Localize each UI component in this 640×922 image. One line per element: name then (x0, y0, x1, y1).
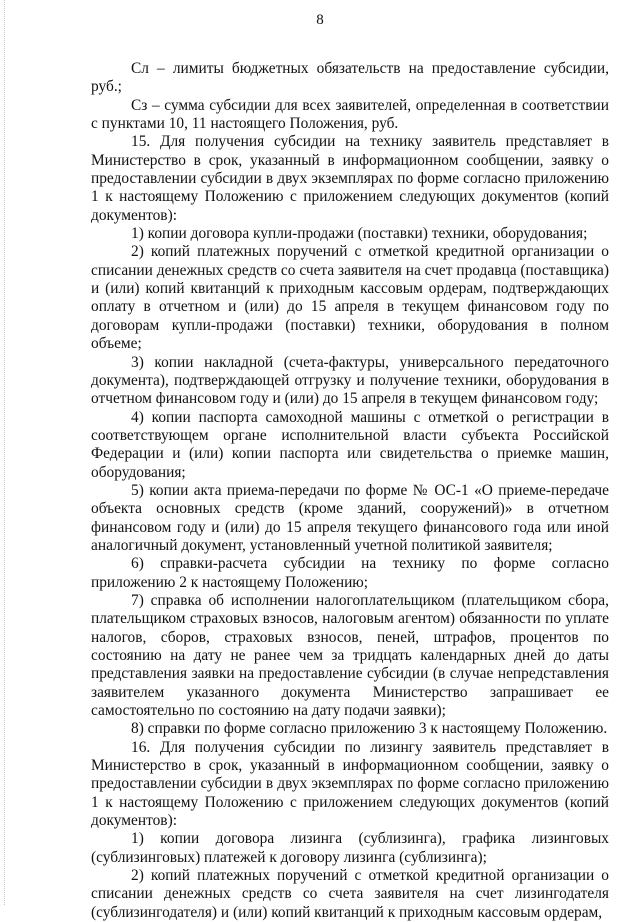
paragraph-limits-definition: Сл – лимиты бюджетных обязательств на предоставление субсидии, руб.; (91, 60, 609, 96)
page-number: 8 (316, 12, 324, 28)
list-item-15-8: 8) справки по форме согласно приложению 3 к настоящему Положению. (131, 720, 608, 738)
paragraph-clause-15: 15. Для получения субсидии на технику заявитель представляет в Министерство в срок, указанный в информационном сообщении, заявку о предоставлении субсидии в двух экземплярах по форме согласно приложению 1 к настоящему Положению с приложением следующих документов (копий документов): (91, 133, 609, 224)
list-item-15-2: 2) копий платежных поручений с отметкой кредитной организации о списании денежных средств со счета заявителя на счет продавца (поставщика) и (или) копий квитанций к приходным кассовым ордерам, подтверждающих оплату в отчетном и (или) до 15 апреля в текущем финансовом году по договорам купли-продажи (поставки) техники, оборудования в полном объеме; (91, 243, 609, 353)
list-item-15-7: 7) справка об исполнении налогоплательщиком (плательщиком сбора, плательщиком страховых взносов, налоговым агентом) обязанности по уплате налогов, сборов, страховых взносов, пеней, штрафов, процентов по состоянию на дату не ранее чем за тридцать календарных дней до даты представления заявки на предоставление субсидии (в случае непредставления заявителем указанного документа Министерство запрашивает ее самостоятельно по состоянию на дату подачи заявки); (91, 591, 609, 720)
list-item-16-1: 1) копии договора лизинга (сублизинга), графика лизинговых (сублизинговых) платежей к договору лизинга (сублизинга); (91, 830, 609, 866)
paragraph-subsidy-sum-definition: Сз – сумма субсидии для всех заявителей, определенная в соответствии с пунктами 10, 11 настоящего Положения, руб. (91, 96, 609, 133)
scan-margin-line (4, 0, 7, 905)
document-body (91, 60, 609, 922)
list-item-15-6: 6) справки-расчета субсидии на технику по форме согласно приложению 2 к настоящему Положению; (91, 555, 609, 591)
list-item-15-4: 4) копии паспорта самоходной машины с отметкой о регистрации в соответствующем органе исполнительной власти субъекта Российской Федерации и (или) копии паспорта или свидетельства о приемке машин, оборудования; (91, 408, 609, 481)
list-item-15-5: 5) копии акта приема-передачи по форме № ОС-1 «О приеме-передаче объекта основных средств (кроме зданий, сооружений)» в отчетном финансовом году и (или) до 15 апреля текущего финансового года или иной аналогичный документ, установленный учетной политикой заявителя; (91, 481, 609, 554)
list-item-15-3: 3) копии накладной (счета-фактуры, универсального передаточного документа), подтверждающей отгрузку и получение техники, оборудования в отчетном финансовом году и (или) до 15 апреля в текущем финансовом году; (91, 353, 609, 408)
paragraph-clause-16: 16. Для получения субсидии по лизингу заявитель представляет в Министерство в срок, указанный в информационном сообщении, заявку о предоставлении субсидии в двух экземплярах по форме согласно приложению 1 к настоящему Положению с приложением следующих документов (копий документов): (91, 738, 609, 830)
list-item-16-2: 2) копий платежных поручений с отметкой кредитной организации о списании денежных средств со счета заявителя на счет лизингодателя (сублизингодателя) и (или) копий квитанций к приходным кассовым ордерам, (91, 867, 609, 921)
list-item-15-1: 1) копии договора купли-продажи (поставки) техники, оборудования; (131, 225, 588, 243)
